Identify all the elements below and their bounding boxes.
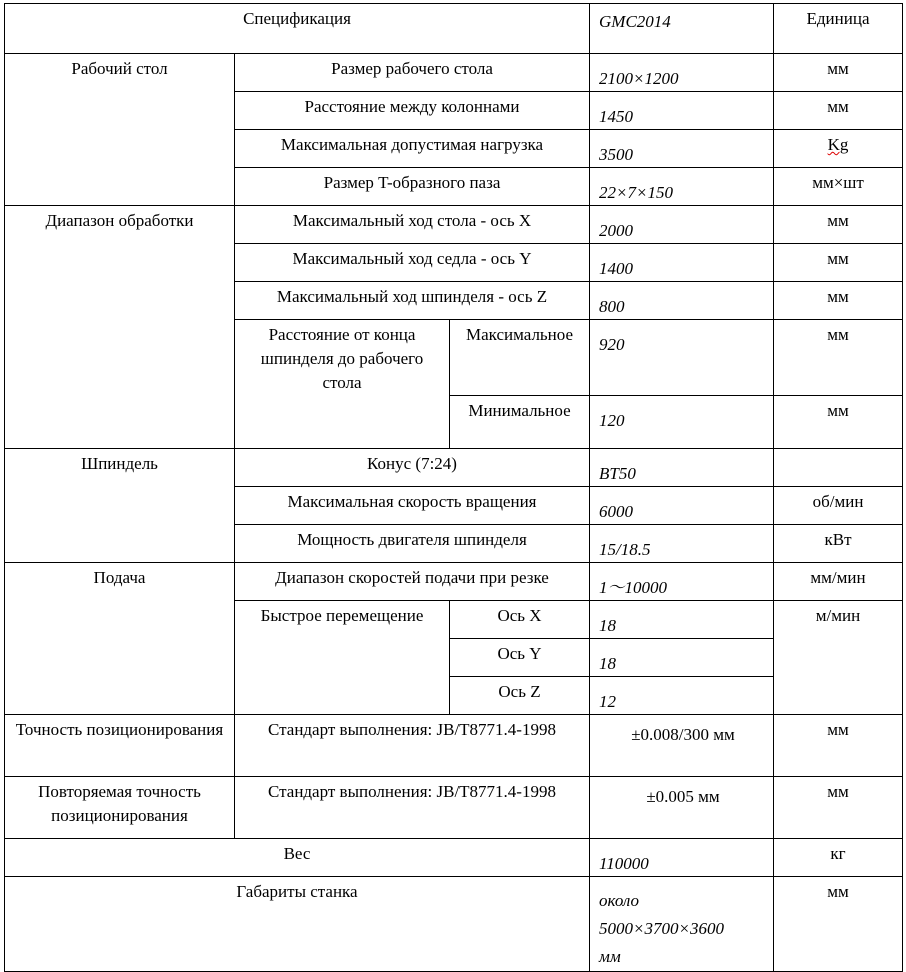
- row-label: Максимальный ход стола - ось X: [235, 206, 590, 244]
- table-row: [5, 206, 903, 244]
- group-spindle: Шпиндель: [5, 449, 235, 563]
- row-value: 800: [590, 282, 774, 320]
- table-row: [5, 839, 903, 877]
- axis-label: Ось Y: [450, 639, 590, 677]
- row-value: 2000: [590, 206, 774, 244]
- row-unit: мм×шт: [774, 168, 903, 206]
- rapid-unit: м/мин: [774, 601, 903, 715]
- repeat-value: ±0.005 мм: [590, 777, 774, 839]
- repeat-unit: мм: [774, 777, 903, 839]
- group-positioning: Точность позиционирования: [5, 715, 235, 777]
- dimensions-label: Габариты станка: [5, 877, 590, 972]
- min-unit: мм: [774, 396, 903, 449]
- row-label: Максимальная допустимая нагрузка: [235, 130, 590, 168]
- row-unit: мм: [774, 282, 903, 320]
- cut-label: Диапазон скоростей подачи при резке: [235, 563, 590, 601]
- row-value: 22×7×150: [590, 168, 774, 206]
- table-row: [5, 563, 903, 601]
- table-row: [5, 777, 903, 839]
- group-range: Диапазон обработки: [5, 206, 235, 449]
- max-label: Максимальное: [450, 320, 590, 396]
- dimensions-line: около: [599, 891, 640, 910]
- axis-value: 12: [590, 677, 774, 715]
- axis-label: Ось X: [450, 601, 590, 639]
- dimensions-line: 5000×3700×3600: [599, 919, 724, 938]
- header-spec: Спецификация: [5, 4, 590, 54]
- row-value: 2100×1200: [590, 54, 774, 92]
- row-unit: мм: [774, 206, 903, 244]
- weight-label: Вес: [5, 839, 590, 877]
- group-work-table: Рабочий стол: [5, 54, 235, 206]
- group-repeat: Повторяемая точность позиционирования: [5, 777, 235, 839]
- min-label: Минимальное: [450, 396, 590, 449]
- header-row: [5, 4, 903, 54]
- row-label: Максимальная скорость вращения: [235, 487, 590, 525]
- row-value: 15/18.5: [590, 525, 774, 563]
- axis-value: 18: [590, 601, 774, 639]
- rapid-label: Быстрое перемещение: [235, 601, 450, 715]
- row-label: Максимальный ход шпинделя - ось Z: [235, 282, 590, 320]
- row-unit: кВт: [774, 525, 903, 563]
- table-row: [5, 715, 903, 777]
- row-unit: мм: [774, 244, 903, 282]
- dimensions-value: [590, 877, 774, 972]
- positioning-standard: Стандарт выполнения: JB/T8771.4-1998: [235, 715, 590, 777]
- row-unit: мм: [774, 54, 903, 92]
- table-row: [5, 877, 903, 972]
- positioning-value: ±0.008/300 мм: [590, 715, 774, 777]
- row-unit: [774, 449, 903, 487]
- distance-label: Расстояние от конца шпинделя до рабочего стола: [235, 320, 450, 449]
- row-value: 1450: [590, 92, 774, 130]
- header-model: GMC2014: [590, 4, 774, 54]
- row-label: Размер рабочего стола: [235, 54, 590, 92]
- row-unit: [774, 130, 903, 168]
- max-value: 920: [590, 320, 774, 396]
- repeat-standard: Стандарт выполнения: JB/T8771.4-1998: [235, 777, 590, 839]
- min-value: 120: [590, 396, 774, 449]
- weight-unit: кг: [774, 839, 903, 877]
- row-value: 6000: [590, 487, 774, 525]
- axis-label: Ось Z: [450, 677, 590, 715]
- row-label: Максимальный ход седла - ось Y: [235, 244, 590, 282]
- dimensions-line: мм: [599, 947, 621, 966]
- row-label: Размер T-образного паза: [235, 168, 590, 206]
- row-value: 1400: [590, 244, 774, 282]
- cut-unit: мм/мин: [774, 563, 903, 601]
- dimensions-unit: мм: [774, 877, 903, 972]
- weight-value: 110000: [590, 839, 774, 877]
- row-label: Конус (7:24): [235, 449, 590, 487]
- axis-value: 18: [590, 639, 774, 677]
- table-row: [5, 54, 903, 92]
- row-unit: мм: [774, 92, 903, 130]
- spec-table: [4, 3, 903, 972]
- row-value: 3500: [590, 130, 774, 168]
- row-value: BT50: [590, 449, 774, 487]
- positioning-unit: мм: [774, 715, 903, 777]
- max-unit: мм: [774, 320, 903, 396]
- row-unit: об/мин: [774, 487, 903, 525]
- table-row: [5, 449, 903, 487]
- header-unit: Единица: [774, 4, 903, 54]
- row-label: Мощность двигателя шпинделя: [235, 525, 590, 563]
- row-unit-text: Kg: [827, 135, 849, 154]
- row-label: Расстояние между колоннами: [235, 92, 590, 130]
- cut-value: 1～10000: [590, 563, 774, 601]
- group-feed: Подача: [5, 563, 235, 715]
